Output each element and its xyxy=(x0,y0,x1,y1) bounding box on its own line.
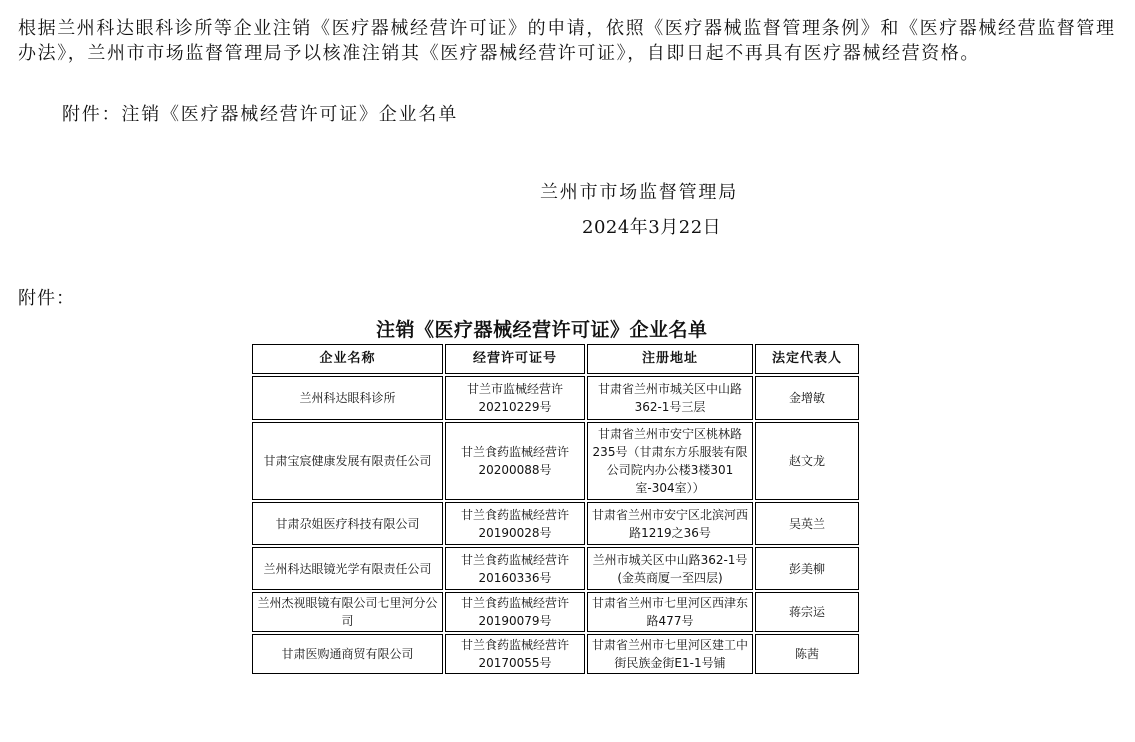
header-company-name: 企业名称 xyxy=(252,344,443,374)
cell-license-no: 甘兰食药监械经营许20200088号 xyxy=(445,422,585,500)
cell-address: 甘肃省兰州市城关区中山路362-1号三层 xyxy=(587,376,753,420)
cell-license-no: 甘兰食药监械经营许20190079号 xyxy=(445,592,585,632)
table-row xyxy=(252,634,859,674)
table-row xyxy=(252,376,859,420)
cell-license-no: 甘兰食药监械经营许20170055号 xyxy=(445,634,585,674)
table-row xyxy=(252,422,859,500)
cell-legal-rep: 陈茜 xyxy=(755,634,859,674)
issue-date: 2024年3月22日 xyxy=(582,217,722,238)
cell-address: 甘肃省兰州市安宁区北滨河西路1219之36号 xyxy=(587,502,753,545)
table-header-row xyxy=(252,344,859,374)
header-address: 注册地址 xyxy=(587,344,753,374)
cell-license-no: 甘兰食药监械经营许20190028号 xyxy=(445,502,585,545)
company-table xyxy=(250,342,861,676)
cell-company-name: 兰州科达眼科诊所 xyxy=(252,376,443,420)
cell-company-name: 甘肃医购通商贸有限公司 xyxy=(252,634,443,674)
cell-legal-rep: 吴英兰 xyxy=(755,502,859,545)
attachment-label: 附件： xyxy=(18,288,75,309)
table-row xyxy=(252,547,859,590)
header-license-no: 经营许可证号 xyxy=(445,344,585,374)
cell-license-no: 甘兰市监械经营许20210229号 xyxy=(445,376,585,420)
cell-address: 甘肃省兰州市安宁区桃林路235号（甘肃东方乐服装有限公司院内办公楼3楼301室-304室）） xyxy=(587,422,753,500)
table-row xyxy=(252,502,859,545)
cell-legal-rep: 彭美柳 xyxy=(755,547,859,590)
cell-address: 兰州市城关区中山路362-1号(金英商厦一至四层) xyxy=(587,547,753,590)
cell-address: 甘肃省兰州市七里河区建工中街民族金街E1-1号铺 xyxy=(587,634,753,674)
table-row xyxy=(252,592,859,632)
cell-company-name: 兰州杰视眼镜有限公司七里河分公司 xyxy=(252,592,443,632)
cell-company-name: 甘肃宝宸健康发展有限责任公司 xyxy=(252,422,443,500)
cell-company-name: 兰州科达眼镜光学有限责任公司 xyxy=(252,547,443,590)
cell-legal-rep: 金增敏 xyxy=(755,376,859,420)
cell-legal-rep: 赵文龙 xyxy=(755,422,859,500)
notice-paragraph: 根据兰州科达眼科诊所等企业注销《医疗器械经营许可证》的申请，依照《医疗器械监督管理条例》和《医疗器械经营监督管理办法》，兰州市市场监督管理局予以核准注销其《医疗器械经营许可证》，自即日起不再具有医疗器械经营资格。 xyxy=(18,18,1116,64)
cell-address: 甘肃省兰州市七里河区西津东路477号 xyxy=(587,592,753,632)
cell-company-name: 甘肃尕姐医疗科技有限公司 xyxy=(252,502,443,545)
issuer-name: 兰州市市场监督管理局 xyxy=(540,182,738,203)
cell-license-no: 甘兰食药监械经营许20160336号 xyxy=(445,547,585,590)
cell-legal-rep: 蒋宗运 xyxy=(755,592,859,632)
attachment-line: 附件：注销《医疗器械经营许可证》企业名单 xyxy=(62,104,458,125)
header-legal-rep: 法定代表人 xyxy=(755,344,859,374)
table-title: 注销《医疗器械经营许可证》企业名单 xyxy=(376,319,708,341)
